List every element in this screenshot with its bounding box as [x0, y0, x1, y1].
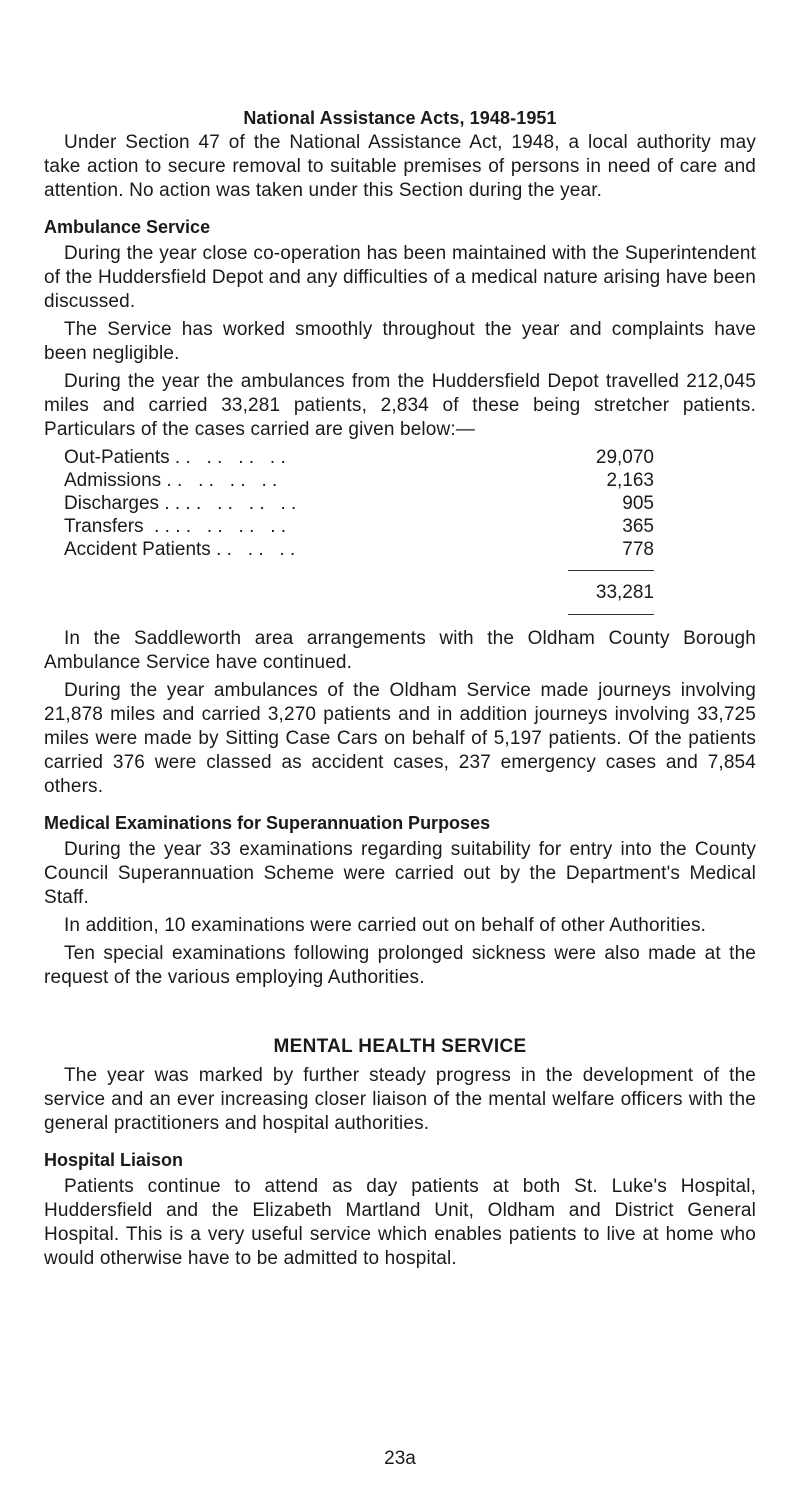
row-value: 778 [622, 539, 654, 560]
medical-examinations-heading: Medical Examinations for Superannuation Purposes [44, 813, 491, 833]
page-number: 23a [384, 1448, 416, 1469]
ambulance-paragraph-5: During the year ambulances of the Oldham Service made journeys involving 21,878 miles and carried 3,270 patients and in addition journeys involving 33,725 miles were made by Sitting Case Cars on behalf of 5,197 patients. Of the patients carried 376 were classed as accident cases, 237 emergency cases and 7,854 others. [44, 680, 756, 797]
row-label: Transfers . . [64, 516, 170, 537]
document-page [44, 108, 756, 1275]
national-assistance-heading: National Assistance Acts, 1948-1951 [243, 108, 557, 128]
table-row [64, 492, 654, 515]
ambulance-paragraph-1: During the year close co-operation has been maintained with the Superintendent of the Huddersfield Depot and any difficulties of a medical nature arising have been discussed. [44, 243, 756, 312]
medical-paragraph-2: In addition, 10 examinations were carried out on behalf of other Authorities. [64, 915, 707, 936]
ambulance-paragraph-2: The Service has worked smoothly throughout the year and complaints have been negligible. [44, 319, 756, 364]
national-assistance-paragraph: Under Section 47 of the National Assistance Act, 1948, a local authority may take action to secure removal to suitable premises of persons in need of care and attention. No action was taken under this Section during the year. [44, 132, 756, 201]
table-row [64, 515, 654, 538]
ambulance-service-heading: Ambulance Service [44, 217, 211, 237]
medical-paragraph-3: Ten special examinations following prolonged sickness were also made at the request of the various employing Authorities. [44, 943, 756, 988]
row-leader-dots: . . . . . . [210, 539, 296, 560]
row-leader-dots: . . . . . . . . [161, 470, 278, 491]
row-leader-dots: . . . . . . . . [169, 447, 286, 468]
row-value: 905 [622, 493, 654, 514]
medical-paragraph-1: During the year 33 examinations regarding suitability for entry into the County Council Superannuation Scheme were carried out by the Department's Medical Staff. [44, 839, 756, 908]
row-label: Admissions [64, 470, 162, 491]
table-row [64, 446, 654, 469]
row-label: Accident Patients [64, 539, 211, 560]
row-leader-dots: . . . . . . . . [169, 516, 287, 537]
row-value: 2,163 [606, 470, 654, 491]
hospital-liaison-heading: Hospital Liaison [44, 1150, 184, 1170]
row-leader-dots: . . . . . . . . [180, 493, 297, 514]
table-row [64, 538, 654, 561]
row-value: 365 [622, 516, 654, 537]
cases-table [64, 446, 654, 561]
ambulance-paragraph-4: In the Saddleworth area arrangements with the Oldham County Borough Ambulance Service have continued. [44, 628, 756, 673]
row-label: Out-Patients [64, 447, 170, 468]
mental-health-paragraph: The year was marked by further steady progress in the development of the service and an ever increasing closer liaison of the mental welfare officers with the general practitioners and hospital authorities. [44, 1065, 756, 1134]
row-value: 29,070 [595, 447, 654, 468]
row-label: Discharges . . [64, 493, 181, 514]
total-row [64, 561, 654, 615]
mental-health-heading: MENTAL HEALTH SERVICE [273, 1036, 527, 1057]
table-row [64, 469, 654, 492]
cases-total: 33,281 [568, 570, 654, 615]
ambulance-paragraph-3: During the year the ambulances from the Huddersfield Depot travelled 212,045 miles and carried 33,281 patients, 2,834 of these being stretcher patients. Particulars of the cases carried are given below:— [44, 371, 756, 440]
hospital-liaison-paragraph: Patients continue to attend as day patients at both St. Luke's Hospital, Huddersfield and the Elizabeth Martland Unit, Oldham and District General Hospital. This is a very useful service which enables patients to live at home who would otherwise have to be admitted to hospital. [44, 1176, 756, 1269]
